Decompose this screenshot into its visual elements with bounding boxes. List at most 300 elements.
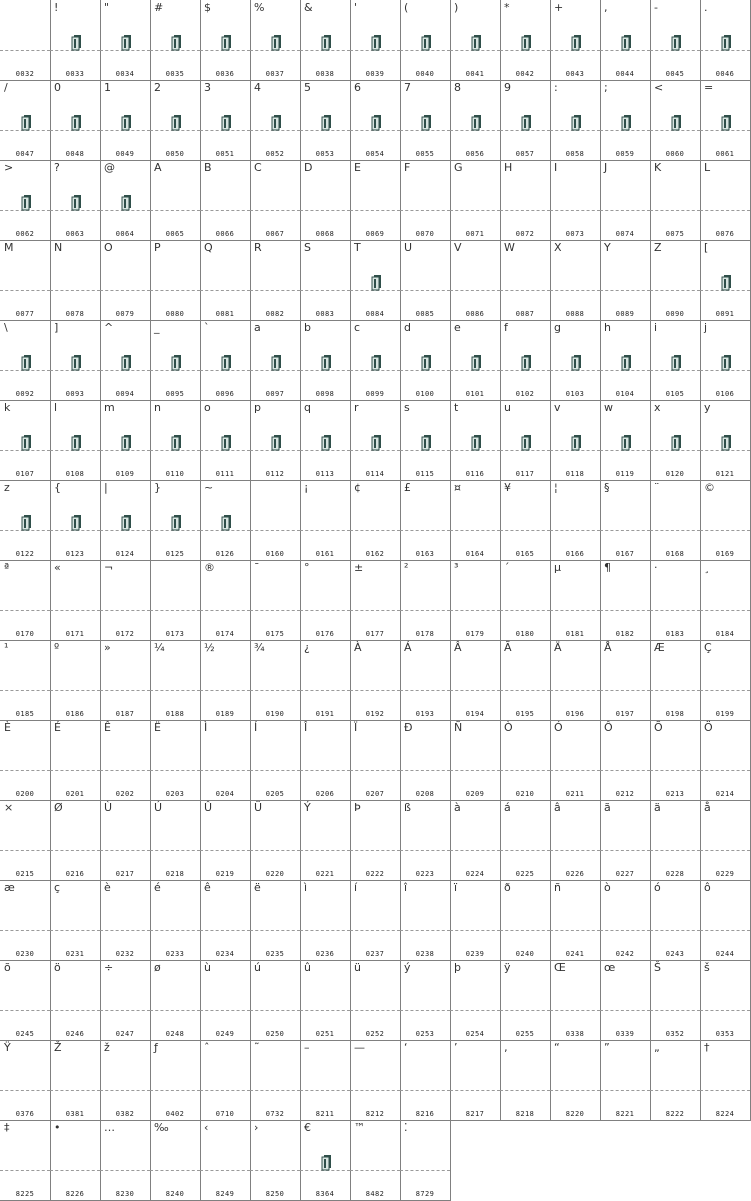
- glyph-cell: [600, 960, 651, 1041]
- glyph-code-label: 0120: [665, 470, 685, 478]
- glyph-character-label: 4: [254, 81, 261, 94]
- baseline-guide: [550, 770, 600, 771]
- glyph-character-label: {: [54, 481, 61, 494]
- glyph-code-label: 0202: [115, 790, 135, 798]
- glyph-cell: [500, 0, 551, 81]
- glyph-preview-image: [215, 30, 241, 54]
- glyph-cell: [650, 560, 701, 641]
- glyph-code-label: 0066: [215, 230, 235, 238]
- baseline-guide: [300, 530, 350, 531]
- glyph-cell: [250, 960, 301, 1041]
- glyph-character-label: Ç: [704, 641, 712, 654]
- glyph-preview-image: [415, 110, 441, 134]
- glyph-character-label: G: [454, 161, 463, 174]
- glyph-preview-image: [515, 30, 541, 54]
- glyph-cell: [450, 320, 501, 401]
- baseline-guide: [700, 1010, 750, 1011]
- glyph-character-label: ø: [154, 961, 161, 974]
- glyph-code-label: 0125: [165, 550, 185, 558]
- glyph-cell: [150, 800, 201, 881]
- glyph-code-label: 0161: [315, 550, 335, 558]
- baseline-guide: [650, 1090, 700, 1091]
- glyph-cell: [400, 560, 451, 641]
- glyph-cell: [400, 0, 451, 81]
- glyph-character-label: ð: [504, 881, 511, 894]
- baseline-guide: [250, 290, 300, 291]
- glyph-cell: [700, 960, 751, 1041]
- baseline-guide: [600, 690, 650, 691]
- glyph-code-label: 0114: [365, 470, 385, 478]
- glyph-code-label: 0235: [265, 950, 285, 958]
- glyph-code-label: 0193: [415, 710, 435, 718]
- glyph-cell: [550, 400, 601, 481]
- glyph-cell: [100, 640, 151, 721]
- glyph-cell: [450, 0, 501, 81]
- glyph-code-label: 0225: [515, 870, 535, 878]
- glyph-code-label: 8211: [315, 1110, 335, 1118]
- baseline-guide: [200, 610, 250, 611]
- baseline-guide: [50, 610, 100, 611]
- baseline-guide: [700, 1090, 750, 1091]
- glyph-preview-image: [15, 350, 41, 374]
- glyph-code-label: 0204: [215, 790, 235, 798]
- glyph-cell: [150, 960, 201, 1041]
- glyph-character-label: 2: [154, 81, 161, 94]
- baseline-guide: [200, 210, 250, 211]
- glyph-cell: [250, 80, 301, 161]
- glyph-code-label: 0116: [465, 470, 485, 478]
- baseline-guide: [500, 1090, 550, 1091]
- glyph-character-label: Ù: [104, 801, 113, 814]
- baseline-guide: [550, 290, 600, 291]
- baseline-guide: [650, 530, 700, 531]
- glyph-cell: [450, 480, 501, 561]
- glyph-code-label: 8220: [565, 1110, 585, 1118]
- glyph-cell: [700, 480, 751, 561]
- glyph-code-label: 0122: [15, 550, 35, 558]
- glyph-cell: [650, 1040, 701, 1121]
- baseline-guide: [0, 850, 50, 851]
- glyph-character-label: C: [254, 161, 262, 174]
- baseline-guide: [650, 770, 700, 771]
- glyph-code-label: 0185: [15, 710, 35, 718]
- glyph-character-label: Ã: [504, 641, 512, 654]
- glyph-code-label: 0732: [265, 1110, 285, 1118]
- baseline-guide: [400, 210, 450, 211]
- glyph-preview-image: [615, 110, 641, 134]
- baseline-guide: [350, 1010, 400, 1011]
- glyph-cell: [200, 0, 251, 81]
- glyph-cell: [200, 560, 251, 641]
- glyph-cell: [200, 400, 251, 481]
- glyph-character-label: t: [454, 401, 459, 414]
- glyph-character-label: ¸: [704, 561, 710, 574]
- glyph-preview-image: [365, 430, 391, 454]
- glyph-character-label: n: [154, 401, 161, 414]
- baseline-guide: [100, 1010, 150, 1011]
- glyph-cell: [350, 640, 401, 721]
- baseline-guide: [700, 850, 750, 851]
- glyph-code-label: 0041: [465, 70, 485, 78]
- glyph-character-label: w: [604, 401, 613, 414]
- glyph-character-label: ú: [254, 961, 261, 974]
- glyph-cell: [0, 720, 51, 801]
- glyph-cell: [700, 0, 751, 81]
- glyph-code-label: 0049: [115, 150, 135, 158]
- glyph-character-label: î: [404, 881, 408, 894]
- glyph-cell: [450, 800, 501, 881]
- glyph-cell: [300, 800, 351, 881]
- glyph-code-label: 0217: [115, 870, 135, 878]
- glyph-cell: [500, 640, 551, 721]
- glyph-code-label: 0243: [665, 950, 685, 958]
- baseline-guide: [550, 850, 600, 851]
- glyph-character-label: ¢: [354, 481, 361, 494]
- baseline-guide: [150, 1010, 200, 1011]
- glyph-cell: [400, 400, 451, 481]
- glyph-cell: [650, 800, 701, 881]
- baseline-guide: [650, 290, 700, 291]
- glyph-cell: [600, 880, 651, 961]
- glyph-code-label: 0174: [215, 630, 235, 638]
- baseline-guide: [650, 610, 700, 611]
- glyph-cell: [600, 640, 651, 721]
- glyph-cell: [600, 240, 651, 321]
- glyph-preview-image: [715, 30, 741, 54]
- glyph-code-label: 0353: [715, 1030, 735, 1038]
- glyph-character-label: ï: [454, 881, 458, 894]
- glyph-character-label: Ë: [154, 721, 161, 734]
- glyph-character-label: R: [254, 241, 262, 254]
- glyph-cell: [300, 560, 351, 641]
- glyph-character-label: Ñ: [454, 721, 463, 734]
- glyph-character-label: #: [154, 1, 164, 14]
- glyph-character-label: B: [204, 161, 212, 174]
- glyph-preview-image: [515, 350, 541, 374]
- glyph-character-label: Ï: [354, 721, 358, 734]
- glyph-cell: [550, 720, 601, 801]
- glyph-code-label: 0078: [65, 310, 85, 318]
- glyph-code-label: 0214: [715, 790, 735, 798]
- glyph-cell: [0, 960, 51, 1041]
- glyph-code-label: 0252: [365, 1030, 385, 1038]
- baseline-guide: [500, 930, 550, 931]
- glyph-code-label: 0178: [415, 630, 435, 638]
- glyph-preview-image: [165, 350, 191, 374]
- glyph-code-label: 0376: [15, 1110, 35, 1118]
- glyph-cell: [50, 400, 101, 481]
- glyph-cell: [0, 640, 51, 721]
- glyph-cell: [150, 160, 201, 241]
- glyph-code-label: 0112: [265, 470, 285, 478]
- glyph-character-label: |: [104, 481, 108, 494]
- glyph-character-label: ²: [404, 561, 409, 574]
- glyph-code-label: 0220: [265, 870, 285, 878]
- glyph-code-label: 0160: [265, 550, 285, 558]
- glyph-preview-image: [115, 350, 141, 374]
- glyph-code-label: 0106: [715, 390, 735, 398]
- glyph-cell: [650, 240, 701, 321]
- baseline-guide: [300, 690, 350, 691]
- glyph-preview-image: [615, 30, 641, 54]
- glyph-character-label: »: [104, 641, 111, 654]
- glyph-character-label: 9: [504, 81, 511, 94]
- glyph-cell: [650, 160, 701, 241]
- glyph-character-label: €: [304, 1121, 311, 1134]
- baseline-guide: [550, 530, 600, 531]
- glyph-character-label: å: [704, 801, 711, 814]
- glyph-character-label: ¦: [554, 481, 558, 494]
- baseline-guide: [300, 610, 350, 611]
- glyph-cell: [400, 1120, 451, 1201]
- baseline-guide: [600, 530, 650, 531]
- glyph-character-label: ”: [604, 1041, 610, 1054]
- glyph-cell: [400, 480, 451, 561]
- glyph-character-label: i: [654, 321, 658, 334]
- glyph-code-label: 0170: [15, 630, 35, 638]
- glyph-character-label: !: [54, 1, 59, 14]
- glyph-character-label: ¿: [304, 641, 310, 654]
- glyph-character-label: 8: [454, 81, 461, 94]
- glyph-code-label: 0052: [265, 150, 285, 158]
- glyph-character-label: ±: [354, 561, 364, 574]
- glyph-cell: [300, 0, 351, 81]
- glyph-code-label: 8482: [365, 1190, 385, 1198]
- glyph-character-label: †: [704, 1041, 710, 1054]
- glyph-cell: [650, 0, 701, 81]
- glyph-code-label: 0209: [465, 790, 485, 798]
- baseline-guide: [450, 530, 500, 531]
- glyph-character-label: c: [354, 321, 361, 334]
- glyph-code-label: 0184: [715, 630, 735, 638]
- glyph-character-label: ©: [704, 481, 715, 494]
- glyph-cell: [100, 320, 151, 401]
- glyph-character-label: Ý: [304, 801, 311, 814]
- glyph-character-label: <: [654, 81, 664, 94]
- baseline-guide: [200, 1010, 250, 1011]
- glyph-code-label: 0211: [565, 790, 585, 798]
- glyph-cell: [350, 80, 401, 161]
- glyph-cell: [550, 480, 601, 561]
- baseline-guide: [500, 850, 550, 851]
- baseline-guide: [700, 770, 750, 771]
- glyph-code-label: 0240: [515, 950, 535, 958]
- glyph-cell: [150, 1120, 201, 1201]
- baseline-guide: [250, 1010, 300, 1011]
- glyph-code-label: 0226: [565, 870, 585, 878]
- glyph-character-label: 6: [354, 81, 361, 94]
- glyph-character-label: Œ: [554, 961, 566, 974]
- glyph-character-label: Y: [604, 241, 611, 254]
- glyph-code-label: 8729: [415, 1190, 435, 1198]
- baseline-guide: [450, 690, 500, 691]
- glyph-cell: [650, 960, 701, 1041]
- glyph-preview-image: [615, 430, 641, 454]
- glyph-character-label: Õ: [654, 721, 663, 734]
- glyph-character-label: õ: [4, 961, 11, 974]
- glyph-code-label: 0229: [715, 870, 735, 878]
- glyph-code-label: 0232: [115, 950, 135, 958]
- baseline-guide: [250, 210, 300, 211]
- glyph-code-label: 0188: [165, 710, 185, 718]
- glyph-character-label: `: [204, 321, 210, 334]
- glyph-code-label: 0194: [465, 710, 485, 718]
- glyph-character-label: \: [4, 321, 8, 334]
- glyph-code-label: 0045: [665, 70, 685, 78]
- glyph-cell: [450, 720, 501, 801]
- glyph-cell: [450, 1040, 501, 1121]
- glyph-character-label: .: [704, 1, 708, 14]
- glyph-cell: [550, 160, 601, 241]
- glyph-character-label: ª: [4, 561, 10, 574]
- glyph-cell: [500, 480, 551, 561]
- baseline-guide: [650, 1010, 700, 1011]
- baseline-guide: [350, 770, 400, 771]
- glyph-character-label: ¨: [654, 481, 660, 494]
- glyph-cell: [400, 320, 451, 401]
- glyph-code-label: 0163: [415, 550, 435, 558]
- glyph-cell: [300, 80, 351, 161]
- baseline-guide: [450, 850, 500, 851]
- glyph-cell: [50, 1120, 101, 1201]
- baseline-guide: [200, 1090, 250, 1091]
- glyph-cell: [50, 160, 101, 241]
- glyph-cell: [500, 160, 551, 241]
- baseline-guide: [200, 930, 250, 931]
- glyph-character-label: E: [354, 161, 361, 174]
- glyph-cell: [250, 800, 301, 881]
- glyph-code-label: 0065: [165, 230, 185, 238]
- baseline-guide: [450, 610, 500, 611]
- glyph-code-label: 0121: [715, 470, 735, 478]
- glyph-code-label: 0043: [565, 70, 585, 78]
- glyph-cell: [200, 960, 251, 1041]
- glyph-character-label: ˆ: [204, 1041, 210, 1054]
- glyph-preview-image: [65, 510, 91, 534]
- glyph-cell: [100, 240, 151, 321]
- glyph-character-label: L: [704, 161, 711, 174]
- glyph-cell: [300, 240, 351, 321]
- glyph-cell: [200, 1040, 251, 1121]
- baseline-guide: [400, 610, 450, 611]
- glyph-character-label: û: [304, 961, 311, 974]
- glyph-code-label: 0117: [515, 470, 535, 478]
- glyph-character-label: Ä: [554, 641, 562, 654]
- glyph-character-label: h: [604, 321, 611, 334]
- glyph-preview-image: [115, 510, 141, 534]
- glyph-character-label: ò: [604, 881, 611, 894]
- glyph-character-label: ]: [54, 321, 59, 334]
- baseline-guide: [250, 1170, 300, 1171]
- glyph-code-label: 0082: [265, 310, 285, 318]
- baseline-guide: [0, 1090, 50, 1091]
- glyph-character-label: ¬: [104, 561, 114, 574]
- baseline-guide: [400, 690, 450, 691]
- glyph-code-label: 0186: [65, 710, 85, 718]
- glyph-cell: [50, 800, 101, 881]
- glyph-character-label: ô: [704, 881, 711, 894]
- glyph-code-label: 8212: [365, 1110, 385, 1118]
- glyph-cell: [0, 80, 51, 161]
- glyph-cell: [700, 160, 751, 241]
- glyph-code-label: 0050: [165, 150, 185, 158]
- glyph-code-label: 0164: [465, 550, 485, 558]
- glyph-code-label: 0165: [515, 550, 535, 558]
- glyph-character-label: §: [604, 481, 610, 494]
- baseline-guide: [450, 770, 500, 771]
- glyph-cell: [550, 80, 601, 161]
- glyph-code-label: 0212: [615, 790, 635, 798]
- glyph-cell: [400, 160, 451, 241]
- glyph-cell: [100, 160, 151, 241]
- glyph-character-label: ’: [454, 1041, 458, 1054]
- glyph-character-label: }: [154, 481, 161, 494]
- glyph-code-label: 0085: [415, 310, 435, 318]
- glyph-cell: [100, 960, 151, 1041]
- glyph-code-label: 0110: [165, 470, 185, 478]
- baseline-guide: [150, 1090, 200, 1091]
- glyph-character-label: À: [354, 641, 362, 654]
- glyph-preview-image: [365, 350, 391, 374]
- glyph-cell: [0, 800, 51, 881]
- glyph-preview-image: [715, 430, 741, 454]
- glyph-character-label: +: [554, 1, 564, 14]
- glyph-cell: [150, 560, 201, 641]
- glyph-code-label: 8221: [615, 1110, 635, 1118]
- glyph-code-label: 0162: [365, 550, 385, 558]
- glyph-code-label: 0192: [365, 710, 385, 718]
- glyph-code-label: 0083: [315, 310, 335, 318]
- glyph-code-label: 0710: [215, 1110, 235, 1118]
- glyph-cell: [300, 160, 351, 241]
- glyph-cell: [300, 320, 351, 401]
- baseline-guide: [200, 850, 250, 851]
- glyph-preview-image: [65, 110, 91, 134]
- glyph-preview-image: [665, 110, 691, 134]
- glyph-cell: [500, 80, 551, 161]
- baseline-guide: [300, 770, 350, 771]
- glyph-cell: [100, 0, 151, 81]
- baseline-guide: [200, 290, 250, 291]
- glyph-cell: [50, 80, 101, 161]
- glyph-code-label: 0061: [715, 150, 735, 158]
- baseline-guide: [100, 610, 150, 611]
- glyph-character-label: z: [4, 481, 10, 494]
- glyph-character-label: ÿ: [504, 961, 511, 974]
- baseline-guide: [700, 930, 750, 931]
- glyph-character-label: :: [554, 81, 558, 94]
- glyph-code-label: 0238: [415, 950, 435, 958]
- glyph-character-label: f: [504, 321, 508, 334]
- glyph-code-label: 0203: [165, 790, 185, 798]
- glyph-cell: [200, 640, 251, 721]
- glyph-preview-image: [15, 110, 41, 134]
- baseline-guide: [250, 690, 300, 691]
- glyph-code-label: 0190: [265, 710, 285, 718]
- baseline-guide: [500, 210, 550, 211]
- glyph-code-label: 0221: [315, 870, 335, 878]
- glyph-cell: [350, 1040, 401, 1121]
- glyph-preview-image: [265, 430, 291, 454]
- glyph-code-label: 0124: [115, 550, 135, 558]
- glyph-cell: [150, 1040, 201, 1121]
- glyph-code-label: 0381: [65, 1110, 85, 1118]
- glyph-cell: [300, 720, 351, 801]
- glyph-character-label: 5: [304, 81, 311, 94]
- glyph-character-label: š: [704, 961, 710, 974]
- glyph-character-label: ~: [204, 481, 214, 494]
- glyph-code-label: 0034: [115, 70, 135, 78]
